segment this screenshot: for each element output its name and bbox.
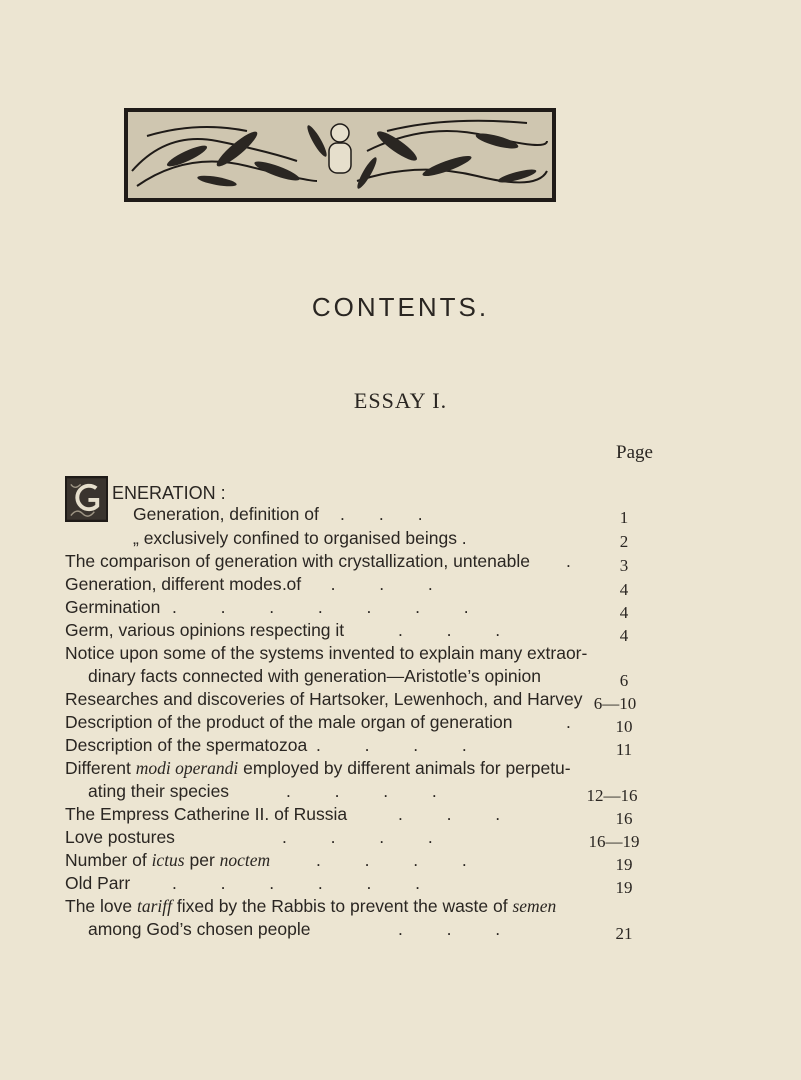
leader-dots: . . . bbox=[398, 620, 501, 640]
toc-entry-italic: modi operandi bbox=[135, 758, 239, 778]
toc-page-number: 10 bbox=[615, 717, 633, 736]
toc-entry: dinary facts connected with generation—Aristotle’s opinion bbox=[88, 666, 541, 686]
toc-entry-text: fixed by the Rabbis to prevent the waste of bbox=[172, 896, 513, 916]
page-column-label: Page bbox=[616, 442, 653, 463]
toc-entry: Description of the spermatozoa bbox=[65, 735, 308, 755]
toc-page-number: 3 bbox=[619, 556, 629, 575]
toc-entry: ating their species bbox=[88, 781, 230, 801]
leader-dots: . bbox=[566, 551, 571, 571]
leader-dots: . . . bbox=[398, 804, 501, 824]
toc-entry: Love postures bbox=[65, 827, 175, 847]
leader-dots: . . . . . . bbox=[172, 873, 420, 893]
toc-entry-italic: noctem bbox=[219, 850, 271, 870]
toc-page-number: 11 bbox=[615, 740, 633, 759]
toc-page-number: 1 bbox=[619, 508, 629, 527]
toc-entry-italic: ictus bbox=[151, 850, 185, 870]
toc-page-number: 6 bbox=[619, 671, 629, 690]
leader-dots: . . . bbox=[340, 504, 423, 524]
toc-page-number: 19 bbox=[615, 878, 633, 897]
toc-entry: Generation, different modes of bbox=[65, 574, 302, 594]
leader-dots: . . . . bbox=[316, 735, 467, 755]
leader-dots: . . . . bbox=[282, 827, 433, 847]
toc-entry: Germ, various opinions respecting it bbox=[65, 620, 345, 640]
toc-page-number: 4 bbox=[619, 603, 629, 622]
toc-page-number: 16—19 bbox=[588, 832, 640, 851]
toc-entry: The Empress Catherine II. of Russia bbox=[65, 804, 348, 824]
ornamental-initial-g-icon bbox=[65, 476, 108, 522]
leader-dots: . . . . bbox=[282, 574, 433, 594]
toc-page-number: 19 bbox=[615, 855, 633, 874]
toc-entry: Generation, definition of bbox=[133, 504, 319, 524]
toc-entry: ENERATION : bbox=[112, 483, 226, 503]
toc-entry: Old Parr bbox=[65, 873, 131, 893]
leader-dots: . . . . . . . bbox=[172, 597, 469, 617]
toc-entry: among God’s chosen people bbox=[88, 919, 311, 939]
leader-dots: . . . . bbox=[286, 781, 437, 801]
toc-page-number: 6—10 bbox=[593, 694, 637, 713]
toc-entry-text: employed by different animals for perpetu- bbox=[238, 758, 571, 778]
leader-dots: . . . bbox=[398, 919, 501, 939]
toc-entry-italic: tariff bbox=[136, 896, 172, 916]
toc-entry-text: Number of bbox=[65, 850, 152, 870]
leader-dots: . bbox=[566, 712, 571, 732]
page-title: CONTENTS. bbox=[311, 292, 490, 322]
toc-entry bbox=[65, 852, 270, 870]
decorative-header-banner bbox=[124, 108, 556, 202]
toc-page-number: 16 bbox=[615, 809, 633, 828]
toc-page-number: 12—16 bbox=[586, 786, 638, 805]
toc-page-number: 4 bbox=[619, 580, 629, 599]
toc-entry: „ exclusively confined to organised beings . bbox=[133, 528, 467, 548]
toc-entry-text: Different bbox=[65, 758, 136, 778]
toc-entry-italic: semen bbox=[512, 896, 557, 916]
toc-entry: Notice upon some of the systems invented to explain many extraor- bbox=[65, 643, 588, 663]
toc-page-number: 4 bbox=[619, 626, 629, 645]
toc-entry: Germination bbox=[65, 597, 161, 617]
toc-entry: The comparison of generation with crystallization, untenable bbox=[65, 551, 530, 571]
toc-entry-text: The love bbox=[65, 896, 137, 916]
toc-entry bbox=[65, 898, 556, 916]
toc-entry: Researches and discoveries of Hartsoker, Lewenhoch, and Harvey bbox=[65, 689, 583, 709]
toc-entry: Description of the product of the male organ of generation bbox=[65, 712, 513, 732]
toc-entry bbox=[65, 760, 571, 778]
toc-page-number: 21 bbox=[615, 924, 633, 943]
toc-page-number: 2 bbox=[619, 532, 629, 551]
leader-dots: . . . . bbox=[316, 850, 467, 870]
toc-entry-text: per bbox=[184, 850, 220, 870]
section-heading: ESSAY I. bbox=[353, 388, 448, 413]
